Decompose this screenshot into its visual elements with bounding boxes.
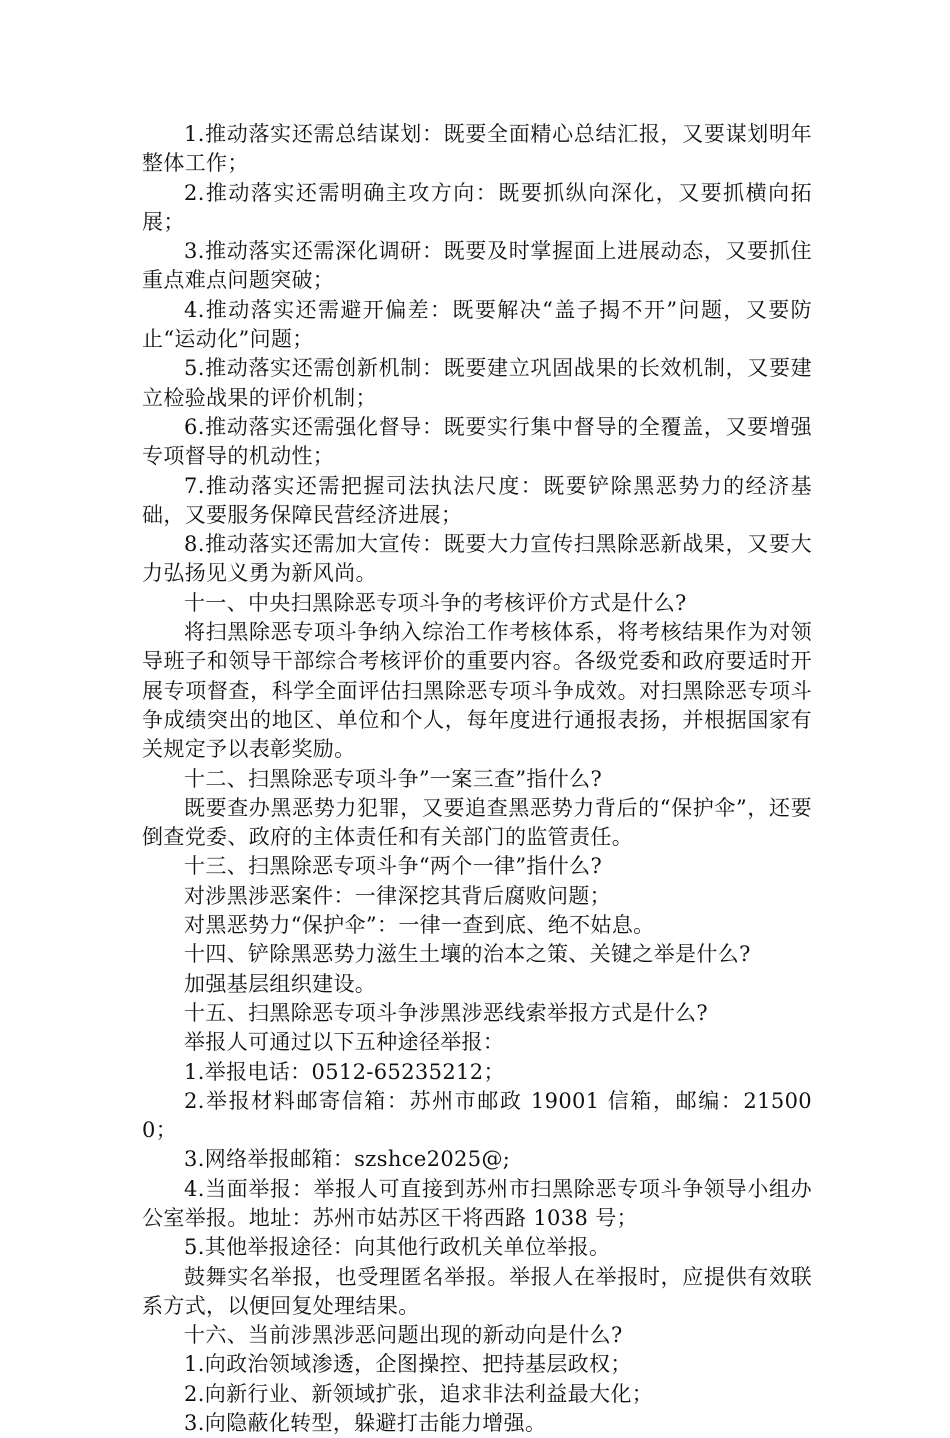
section-heading: 十二、扫黑除恶专项斗争”一案三查”指什么? [184,766,603,791]
paragraph: 对黑恶势力“保护伞”：一律一查到底、绝不姑息。 [184,913,655,938]
document-body [142,120,812,1438]
paragraph: 4.当面举报：举报人可直接到苏州市扫黑除恶专项斗争领导小组办公室举报。地址：苏州市姑苏区干将西路 1038 号； [142,1176,812,1230]
paragraph: 鼓舞实名举报，也受理匿名举报。举报人在举报时，应提供有效联系方式，以便回复处理结果。 [142,1264,812,1318]
paragraph: 1.向政治领域渗透，企图操控、把持基层政权； [184,1352,632,1377]
paragraph: 1.举报电话：0512-65235212； [184,1059,505,1084]
paragraph: 将扫黑除恶专项斗争纳入综治工作考核体系，将考核结果作为对领导班子和领导干部综合考核评价的重要内容。各级党委和政府要适时开展专项督查，科学全面评估扫黑除恶专项斗争成效。对扫黑除恶专项斗争成绩突出的地区、单位和个人，每年度进行通报表扬，并根据国家有关规定予以表彰奖励。 [142,620,812,762]
paragraph: 7.推动落实还需把握司法执法尺度：既要铲除黑恶势力的经济基础，又要服务保障民营经济进展； [142,473,812,527]
paragraph: 2.向新行业、新领域扩张，追求非法利益最大化； [184,1381,654,1406]
paragraph: 8.推动落实还需加大宣传：既要大力宣传扫黑除恶新战果，又要大力弘扬见义勇为新风尚。 [142,532,812,586]
paragraph: 3.网络举报邮箱：szshce2025@; [184,1147,511,1172]
paragraph: 3.向隐蔽化转型，躲避打击能力增强。 [184,1411,547,1436]
paragraph: 加强基层组织建设。 [184,971,377,996]
paragraph: 5.其他举报途径：向其他行政机关单位举报。 [184,1235,611,1260]
paragraph: 2.举报材料邮寄信箱：苏州市邮政 19001 信箱，邮编：215000； [142,1088,812,1143]
paragraph: 既要查办黑恶势力犯罪，又要追查黑恶势力背后的“保护伞”，还要倒查党委、政府的主体责任和有关部门的监管责任。 [142,795,812,850]
paragraph: 3.推动落实还需深化调研：既要及时掌握面上进展动态，又要抓住重点难点问题突破； [142,239,812,293]
paragraph: 举报人可通过以下五种途径举报： [184,1030,505,1055]
paragraph: 4.推动落实还需避开偏差：既要解决“盖子揭不开”问题，又要防止“运动化”问题； [142,297,812,352]
paragraph: 对涉黑涉恶案件：一律深挖其背后腐败问题； [184,883,611,908]
section-heading: 十一、中央扫黑除恶专项斗争的考核评价方式是什么? [184,590,687,615]
section-heading: 十三、扫黑除恶专项斗争“两个一律”指什么? [184,854,603,879]
section-heading: 十五、扫黑除恶专项斗争涉黑涉恶线索举报方式是什么? [184,1000,709,1025]
section-heading: 十六、当前涉黑涉恶问题出现的新动向是什么? [184,1323,623,1348]
section-heading: 十四、铲除黑恶势力滋生土壤的治本之策、关键之举是什么? [184,942,751,967]
paragraph: 1.推动落实还需总结谋划：既要全面精心总结汇报，又要谋划明年整体工作； [142,122,812,176]
paragraph: 5.推动落实还需创新机制：既要建立巩固战果的长效机制，又要建立检验战果的评价机制； [142,356,812,410]
paragraph: 2.推动落实还需明确主攻方向：既要抓纵向深化，又要抓横向拓展； [142,180,812,234]
paragraph: 6.推动落实还需强化督导：既要实行集中督导的全覆盖，又要增强专项督导的机动性； [142,414,812,469]
